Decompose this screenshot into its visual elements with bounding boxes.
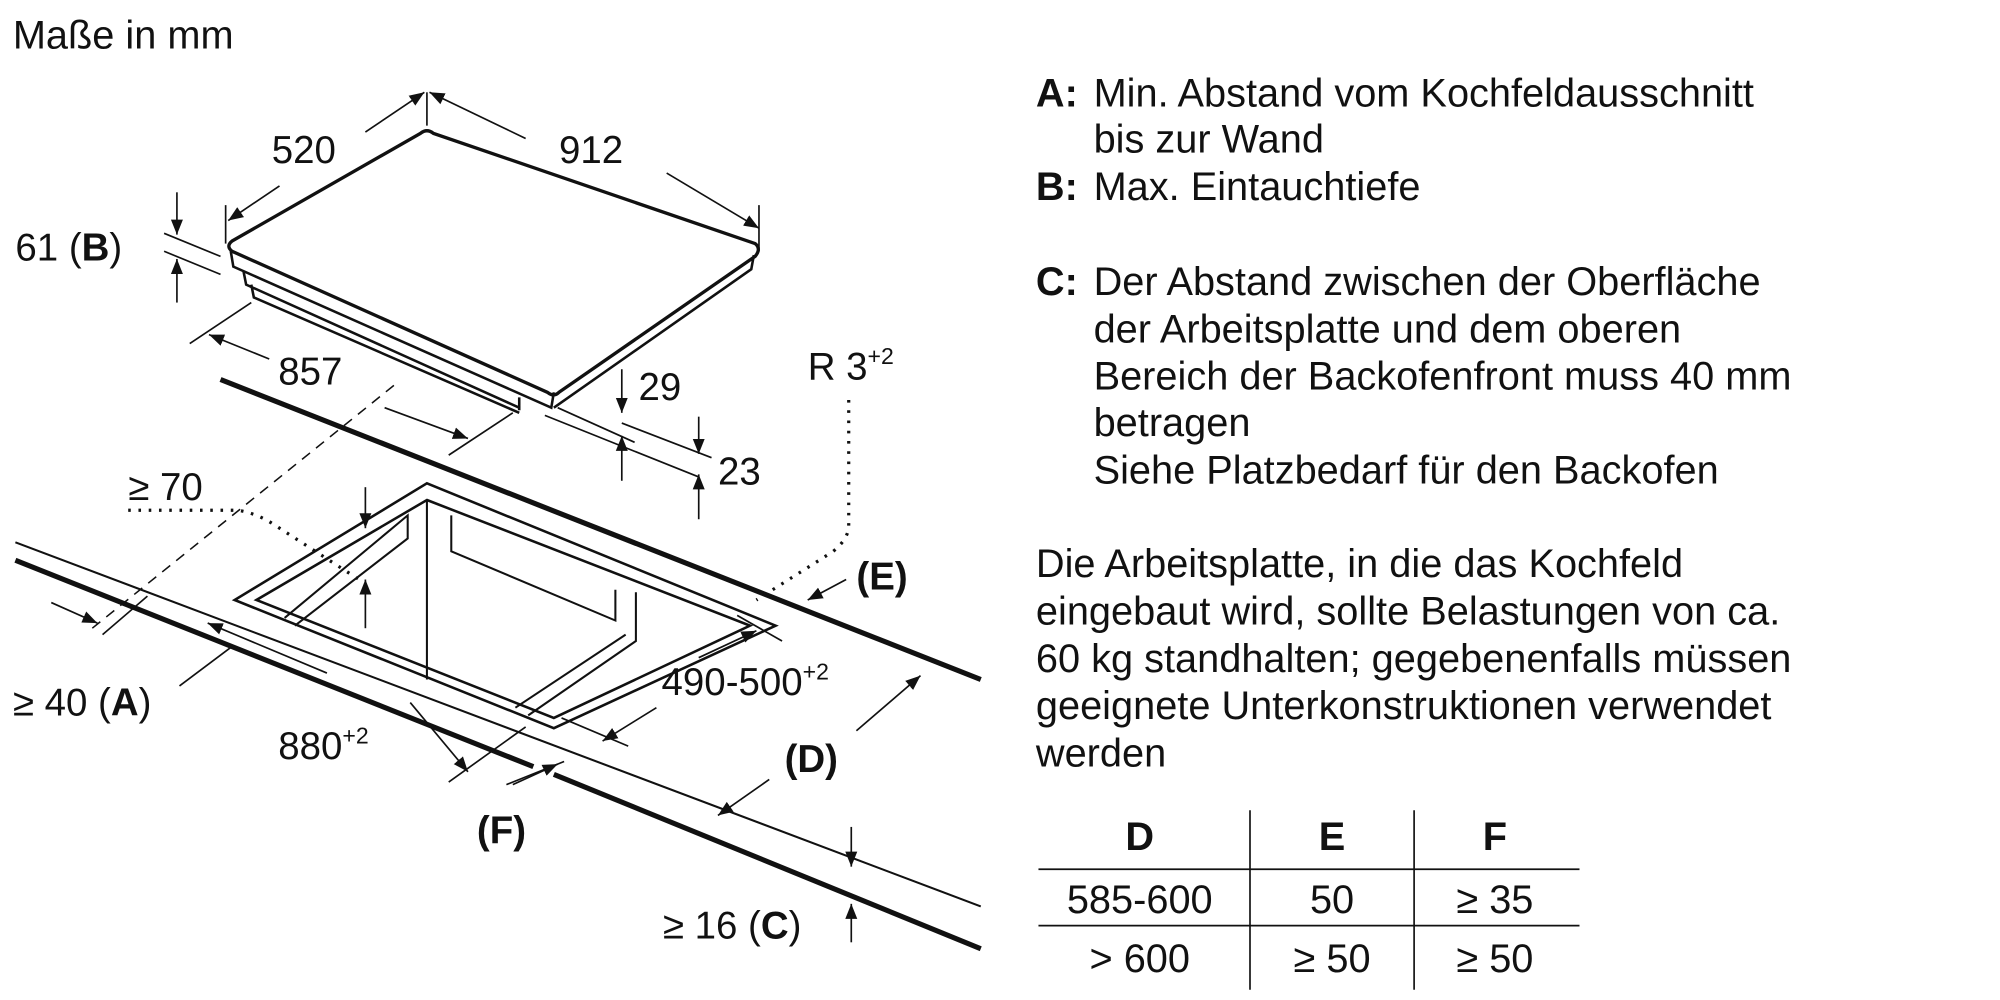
legend-key-b: B: xyxy=(1035,165,1078,209)
note-line: werden xyxy=(1035,731,1167,776)
load-note xyxy=(1035,542,1792,776)
table-cell: ≥ 50 xyxy=(1456,936,1534,981)
table-header: F xyxy=(1482,814,1508,859)
dim-857: 857 xyxy=(278,350,343,394)
table-cell: > 600 xyxy=(1089,936,1191,981)
legend-text: der Arbeitsplatte und dem oberen xyxy=(1093,307,1682,352)
legend-text: Siehe Platzbedarf für den Backofen xyxy=(1093,448,1719,493)
label-e: (E) xyxy=(856,555,908,599)
label-d: (D) xyxy=(784,737,839,781)
dim-29: 29 xyxy=(638,365,682,409)
dim-23: 23 xyxy=(717,450,761,494)
dim-cutout-depth: $490-500^{+2}$ xyxy=(661,658,829,704)
table-cell: ≥ 35 xyxy=(1456,877,1534,922)
dim-min-16-c: ≥ 16 (C) xyxy=(662,904,802,948)
dim-min-40-a: ≥ 40 (A) xyxy=(12,681,152,725)
legend-text: bis zur Wand xyxy=(1093,117,1324,162)
dim-cutout-width: $880^{+2}$ xyxy=(278,722,369,768)
legend-text: betragen xyxy=(1093,400,1251,445)
legend-key-a: A: xyxy=(1035,71,1078,116)
label-f: (F) xyxy=(476,809,527,853)
table-header: D xyxy=(1125,814,1155,859)
legend-key-c: C: xyxy=(1035,259,1078,304)
clearance-table xyxy=(1038,810,1579,989)
table-cell: ≥ 50 xyxy=(1293,936,1371,981)
note-line: geeignete Unterkonstruktionen verwendet xyxy=(1035,684,1772,729)
units-title: Maße in mm xyxy=(12,13,234,58)
legend-text: Min. Abstand vom Kochfeldausschnitt xyxy=(1093,71,1754,116)
dim-min-70: ≥ 70 xyxy=(128,466,203,510)
table-cell: 585-600 xyxy=(1066,877,1213,922)
dim-61-b: 61 (B) xyxy=(15,226,123,270)
note-line: 60 kg standhalten; gegebenenfalls müssen xyxy=(1035,636,1792,681)
table-header: E xyxy=(1318,814,1346,859)
dim-912: 912 xyxy=(558,128,624,172)
dim-520: 520 xyxy=(271,128,336,172)
dim-radius: R $3^{+2}$ xyxy=(807,343,894,389)
table-cell: 50 xyxy=(1309,877,1355,922)
legend-text: Max. Eintauchtiefe xyxy=(1093,165,1421,209)
note-line: eingebaut wird, sollte Belastungen von ca. xyxy=(1035,589,1781,634)
note-line: Die Arbeitsplatte, in die das Kochfeld xyxy=(1035,541,1684,586)
legend-text: Der Abstand zwischen der Oberfläche xyxy=(1093,259,1761,304)
legend-text: Bereich der Backofenfront muss 40 mm xyxy=(1093,354,1792,399)
countertop-drawing xyxy=(12,379,980,948)
legend xyxy=(1036,71,1792,492)
